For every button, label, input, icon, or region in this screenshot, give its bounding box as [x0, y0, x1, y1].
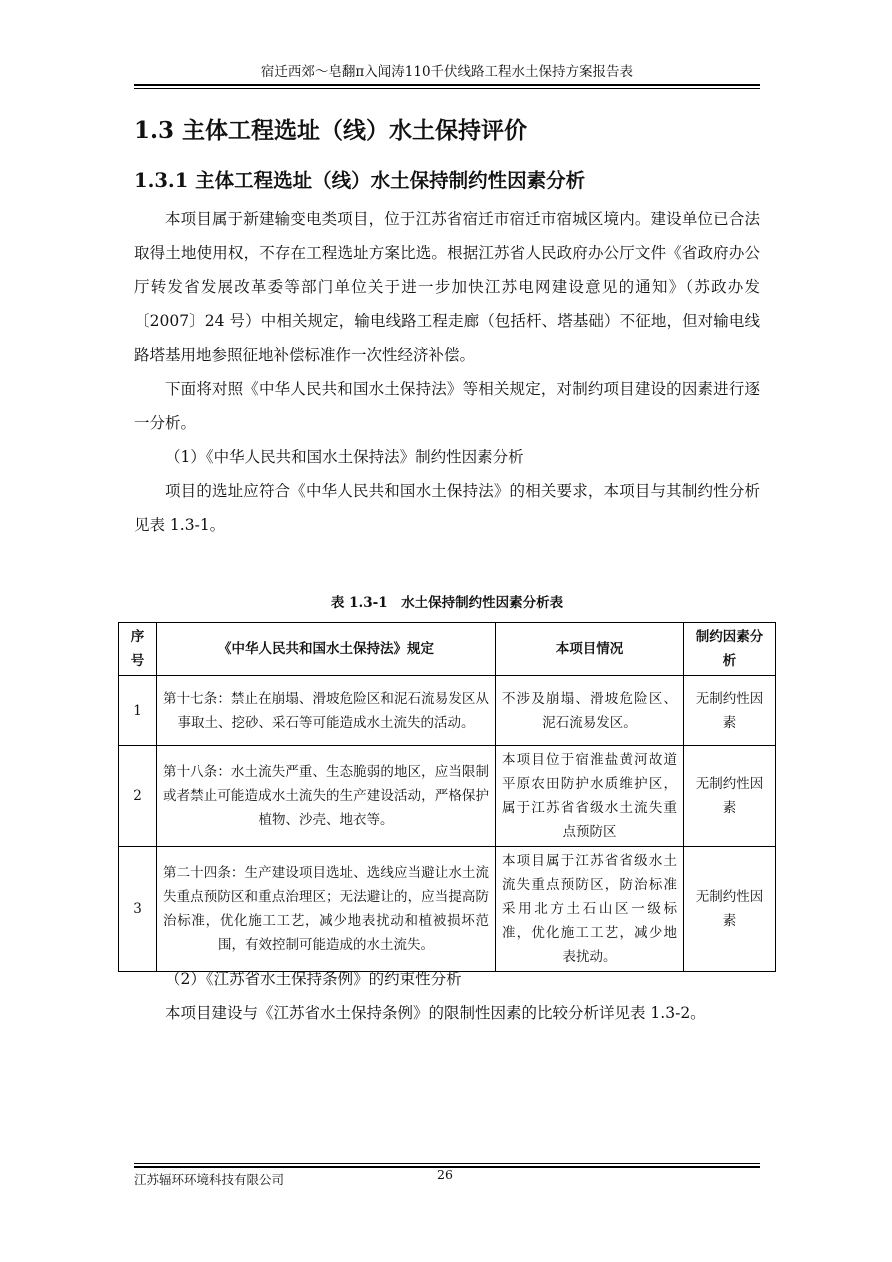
subsection-heading: 1.3.1 主体工程选址（线）水土保持制约性因素分析 — [134, 169, 586, 192]
page-header: 宿迁西郊～皂翻π入闻涛110千伏线路工程水土保持方案报告表 — [260, 64, 634, 80]
cell-rule: 第十八条：水土流失严重、生态脆弱的地区，应当限制或者禁止可能造成水土流失的生产建设活动，严格保护植物、沙壳、地衣等。 — [157, 746, 496, 847]
header-rule-thin — [134, 88, 760, 89]
page-number: 26 — [437, 1167, 453, 1182]
paragraph-4: 项目的选址应符合《中华人民共和国水土保持法》的相关要求，本项目与其制约性分析见表 1.3-1。 — [134, 482, 760, 534]
cell-rule: 第十七条：禁止在崩塌、滑坡危险区和泥石流易发区从事取土、挖砂、采石等可能造成水土流失的活动。 — [157, 676, 496, 746]
footer-rule — [134, 1166, 760, 1168]
cell-no: 2 — [119, 746, 157, 847]
header-rule — [134, 84, 760, 86]
footer-rule-thin — [134, 1163, 760, 1164]
paragraph-2: 下面将对照《中华人民共和国水土保持法》等相关规定，对制约项目建设的因素进行逐一分析。 — [134, 380, 760, 432]
cell-result: 无制约性因素 — [684, 676, 776, 746]
section-heading: 1.3 主体工程选址（线）水土保持评价 — [134, 117, 528, 144]
table-row — [119, 847, 776, 972]
body-text-after-table — [134, 962, 760, 1030]
cell-rule: 第二十四条：生产建设项目选址、选线应当避让水土流失重点预防区和重点治理区；无法避让的，应当提高防治标准，优化施工工艺，减少地表扰动和植被损坏范围，有效控制可能造成的水土流失。 — [157, 847, 496, 972]
cell-status: 本项目位于宿淮盐黄河故道平原农田防护水质维护区，属于江苏省省级水土流失重点预防区 — [496, 746, 684, 847]
cell-result: 无制约性因素 — [684, 746, 776, 847]
paragraph-1: 本项目属于新建输变电类项目，位于江苏省宿迁市宿迁市宿城区境内。建设单位已合法取得土地使用权，不存在工程选址方案比选。根据江苏省人民政府办公厅文件《省政府办公厅转发省发展改革委等部门单位关于进一步加快江苏电网建设意见的通知》（苏政办发〔2007〕24 号）中相关规定，输电线路工程走廊（包括杆、塔基础）不征地，但对输电线路塔基用地参照征地补偿标准作一次性经济补偿。 — [134, 210, 760, 364]
paragraph-6: 本项目建设与《江苏省水土保持条例》的限制性因素的比较分析详见表 1.3-2。 — [165, 1004, 706, 1022]
paragraph-3: （1）《中华人民共和国水土保持法》制约性因素分析 — [165, 448, 524, 466]
header-result: 制约因素分析 — [684, 623, 776, 676]
header-no: 序号 — [119, 623, 157, 676]
cell-status: 本项目属于江苏省省级水土流失重点预防区，防治标准采用北方土石山区一级标准，优化施工工艺，减少地表扰动。 — [496, 847, 684, 972]
cell-no: 3 — [119, 847, 157, 972]
table-header-row — [119, 623, 776, 676]
footer-company: 江苏辐环环境科技有限公司 — [134, 1172, 285, 1187]
table-caption: 表 1.3-1 水土保持制约性因素分析表 — [330, 595, 564, 611]
cell-status: 不涉及崩塌、滑坡危险区、泥石流易发区。 — [496, 676, 684, 746]
cell-result: 无制约性因素 — [684, 847, 776, 972]
body-text — [134, 202, 760, 542]
header-status: 本项目情况 — [496, 623, 684, 676]
paragraph-5: （2）《江苏省水土保持条例》的约束性分析 — [165, 970, 462, 988]
cell-no: 1 — [119, 676, 157, 746]
constraint-table — [118, 622, 776, 972]
table-row — [119, 676, 776, 746]
table-row — [119, 746, 776, 847]
header-rule: 《中华人民共和国水土保持法》规定 — [157, 623, 496, 676]
